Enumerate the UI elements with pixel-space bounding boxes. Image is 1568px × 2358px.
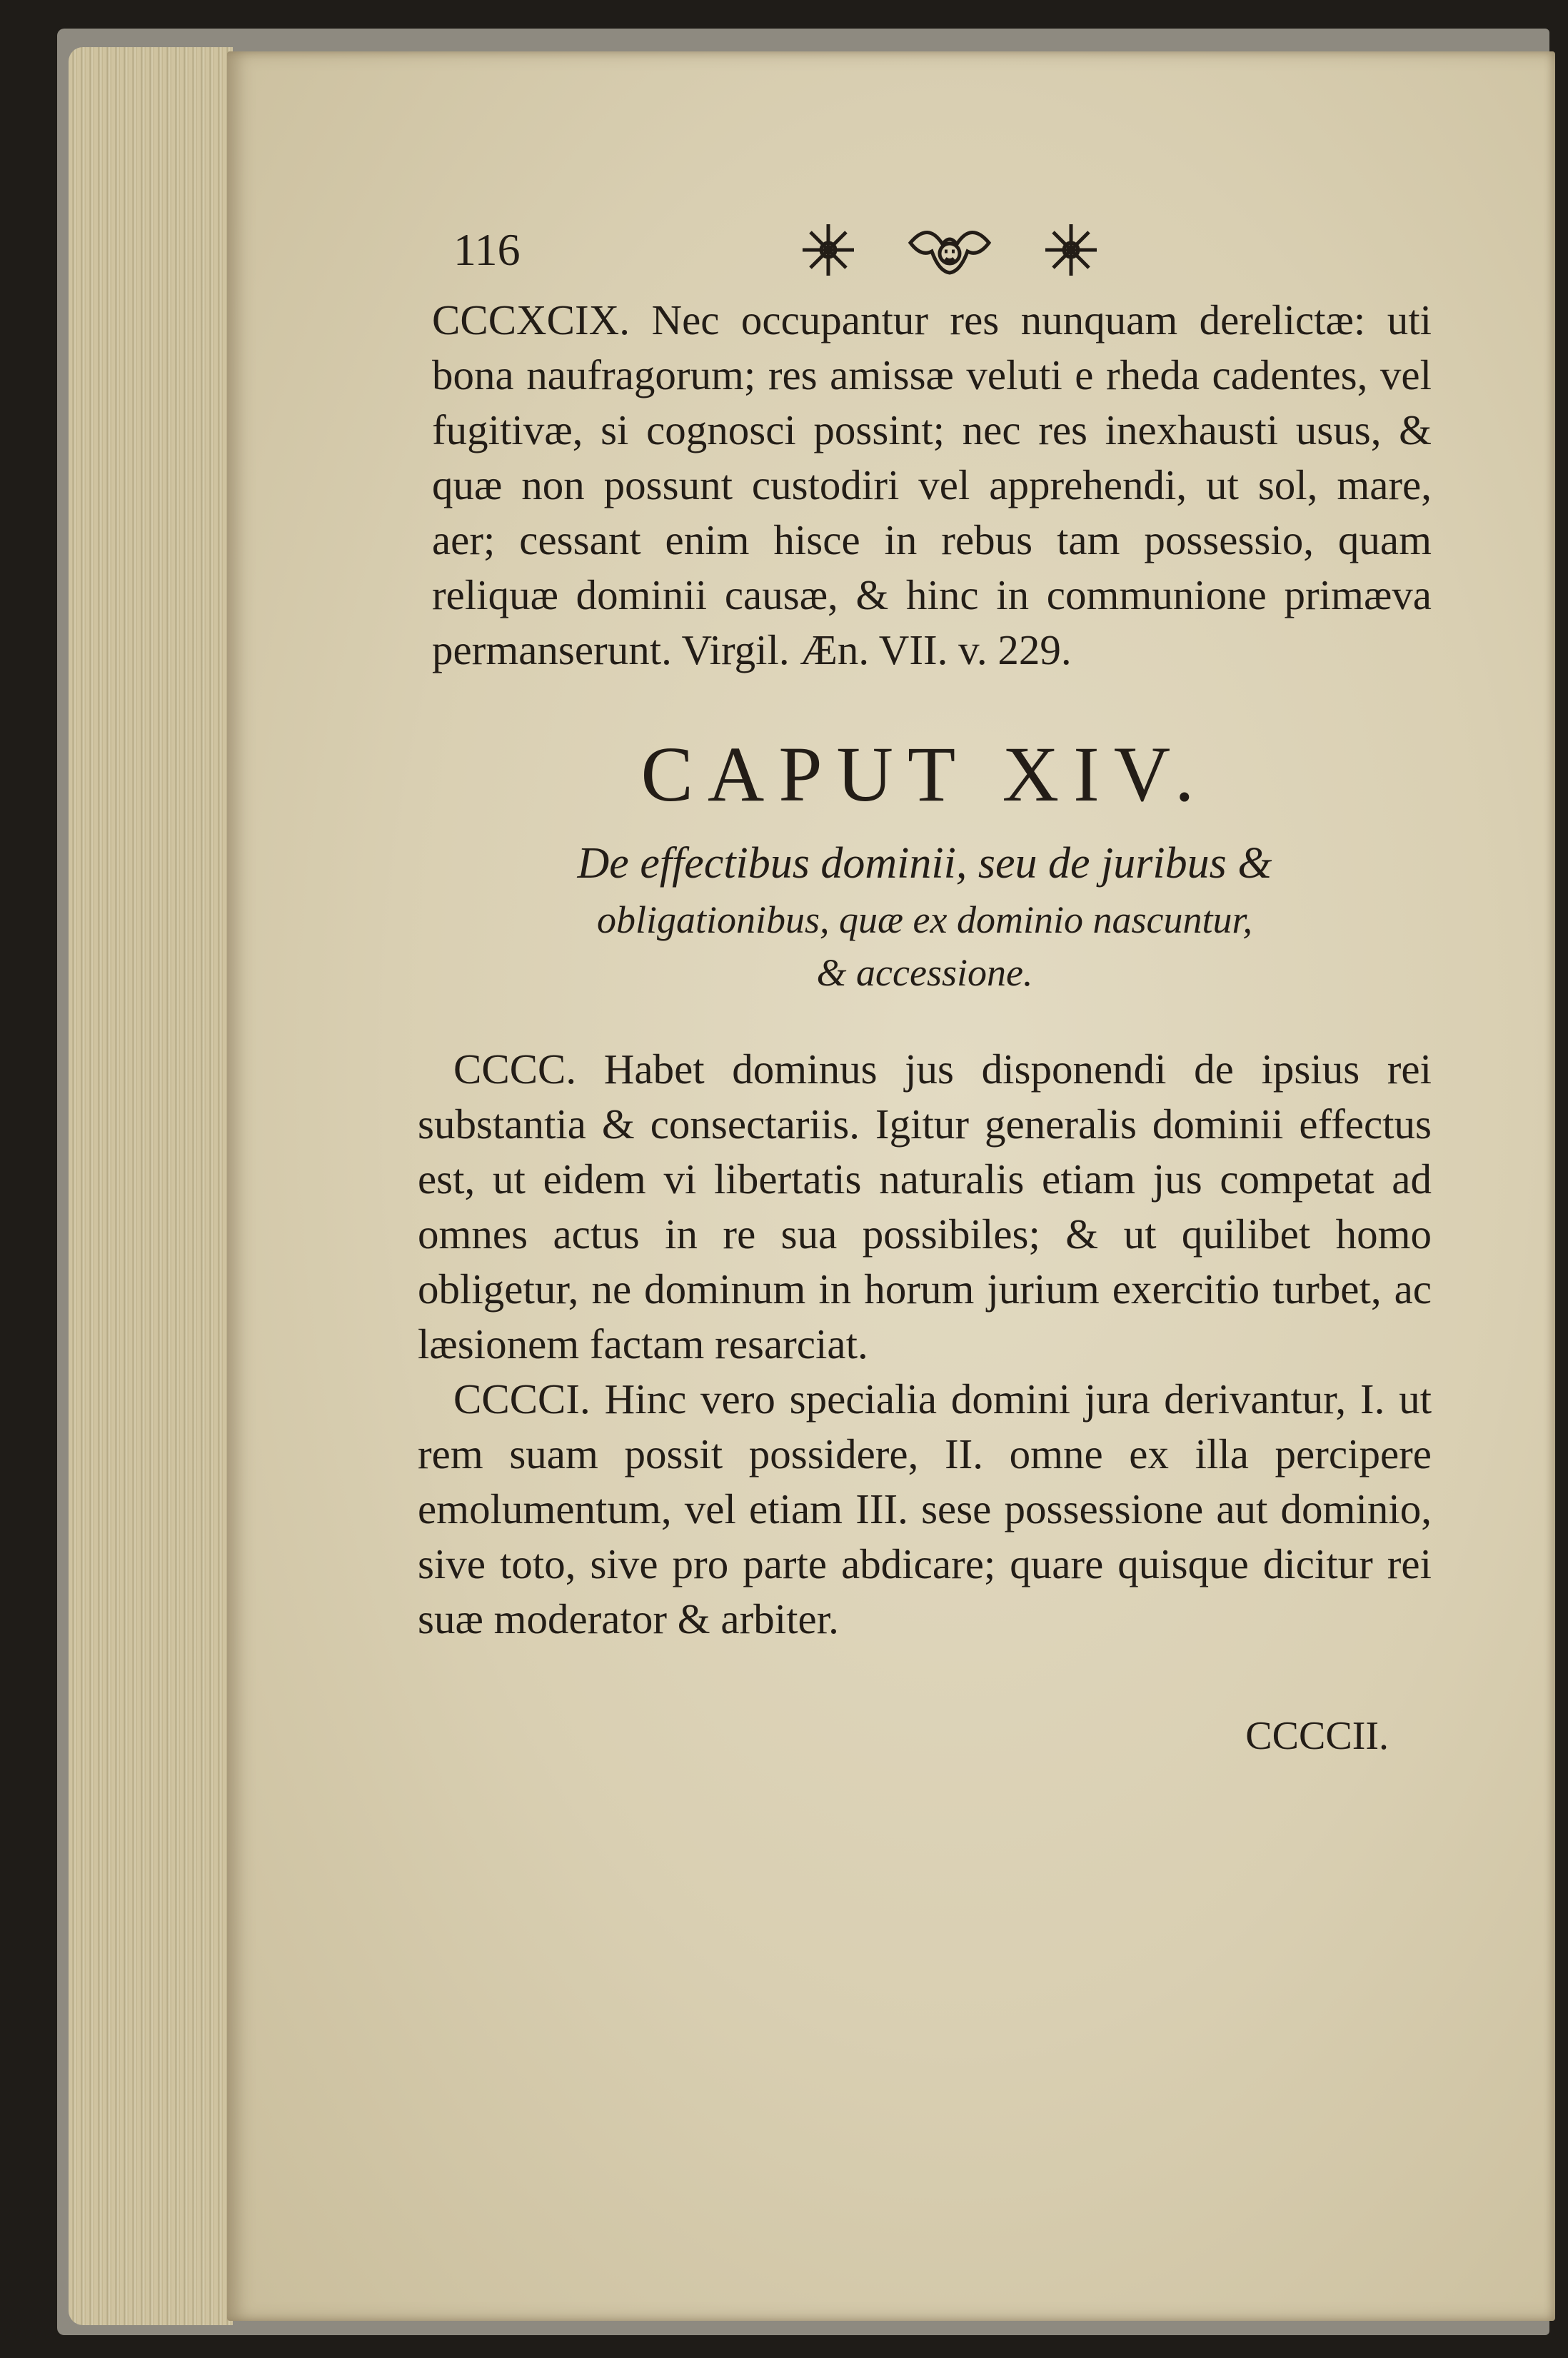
paragraph-body: Habet dominus jus disponendi de ipsius rei substantia & consectariis. Igitur generalis dominii effectus est, ut eidem vi libertatis naturalis etiam jus competat ad omnes actus in re sua possibiles; & ut quilibet homo obligetur, ne dominum in horum jurium exercitio turbet, ac læsionem factam resarciat. (418, 1045, 1432, 1368)
page-number: 116 (453, 224, 521, 275)
chapter-subtitle (418, 833, 1432, 999)
subtitle-line-3: & accessione. (816, 951, 1033, 994)
paragraph-body: Nec occupantur res nunquam derelictæ: uti bona naufragorum; res amissæ veluti e rheda cadentes, vel fugitivæ, si cognosci possint; nec res inexhausti usus, & quæ non possunt custodiri vel apprehendi, ut sol, mare, aer; cessant enim hisce in rebus tam possessio, quam reliquæ dominii causæ, & hinc in communione primæva permanserunt. Virgil. Æn. VII. v. 229. (432, 296, 1432, 673)
paragraph-cccci (418, 1372, 1432, 1647)
paragraph-number: CCCC. (453, 1045, 577, 1093)
headpiece-ornament-icon (789, 214, 1110, 286)
page-header (418, 207, 1432, 293)
page-text (418, 207, 1432, 1761)
paragraph-cccxcix (418, 293, 1432, 678)
paragraph-cccc (418, 1042, 1432, 1372)
section-spacer (418, 999, 1432, 1042)
page-edges (69, 47, 233, 2325)
catchword: CCCCII. (1245, 1714, 1389, 1758)
subtitle-line-2: obligationibus, quæ ex dominio nascuntur, (597, 898, 1252, 941)
subtitle-line-1: De effectibus dominii, seu de juribus & (577, 839, 1272, 888)
chapter-title: CAPUT XIV. (640, 731, 1209, 818)
paragraph-number: CCCCI. (453, 1375, 590, 1423)
paragraph-number: CCCXCIX. (432, 296, 630, 343)
paragraph-body: Hinc vero specialia domini jura derivantur, I. ut rem suam possit possidere, II. omne ex illa percipere emolumentum, vel etiam III. sese possessione aut dominio, sive toto, sive pro parte abdicare; quare quisque dicitur rei suæ moderator & arbiter. (418, 1375, 1432, 1642)
